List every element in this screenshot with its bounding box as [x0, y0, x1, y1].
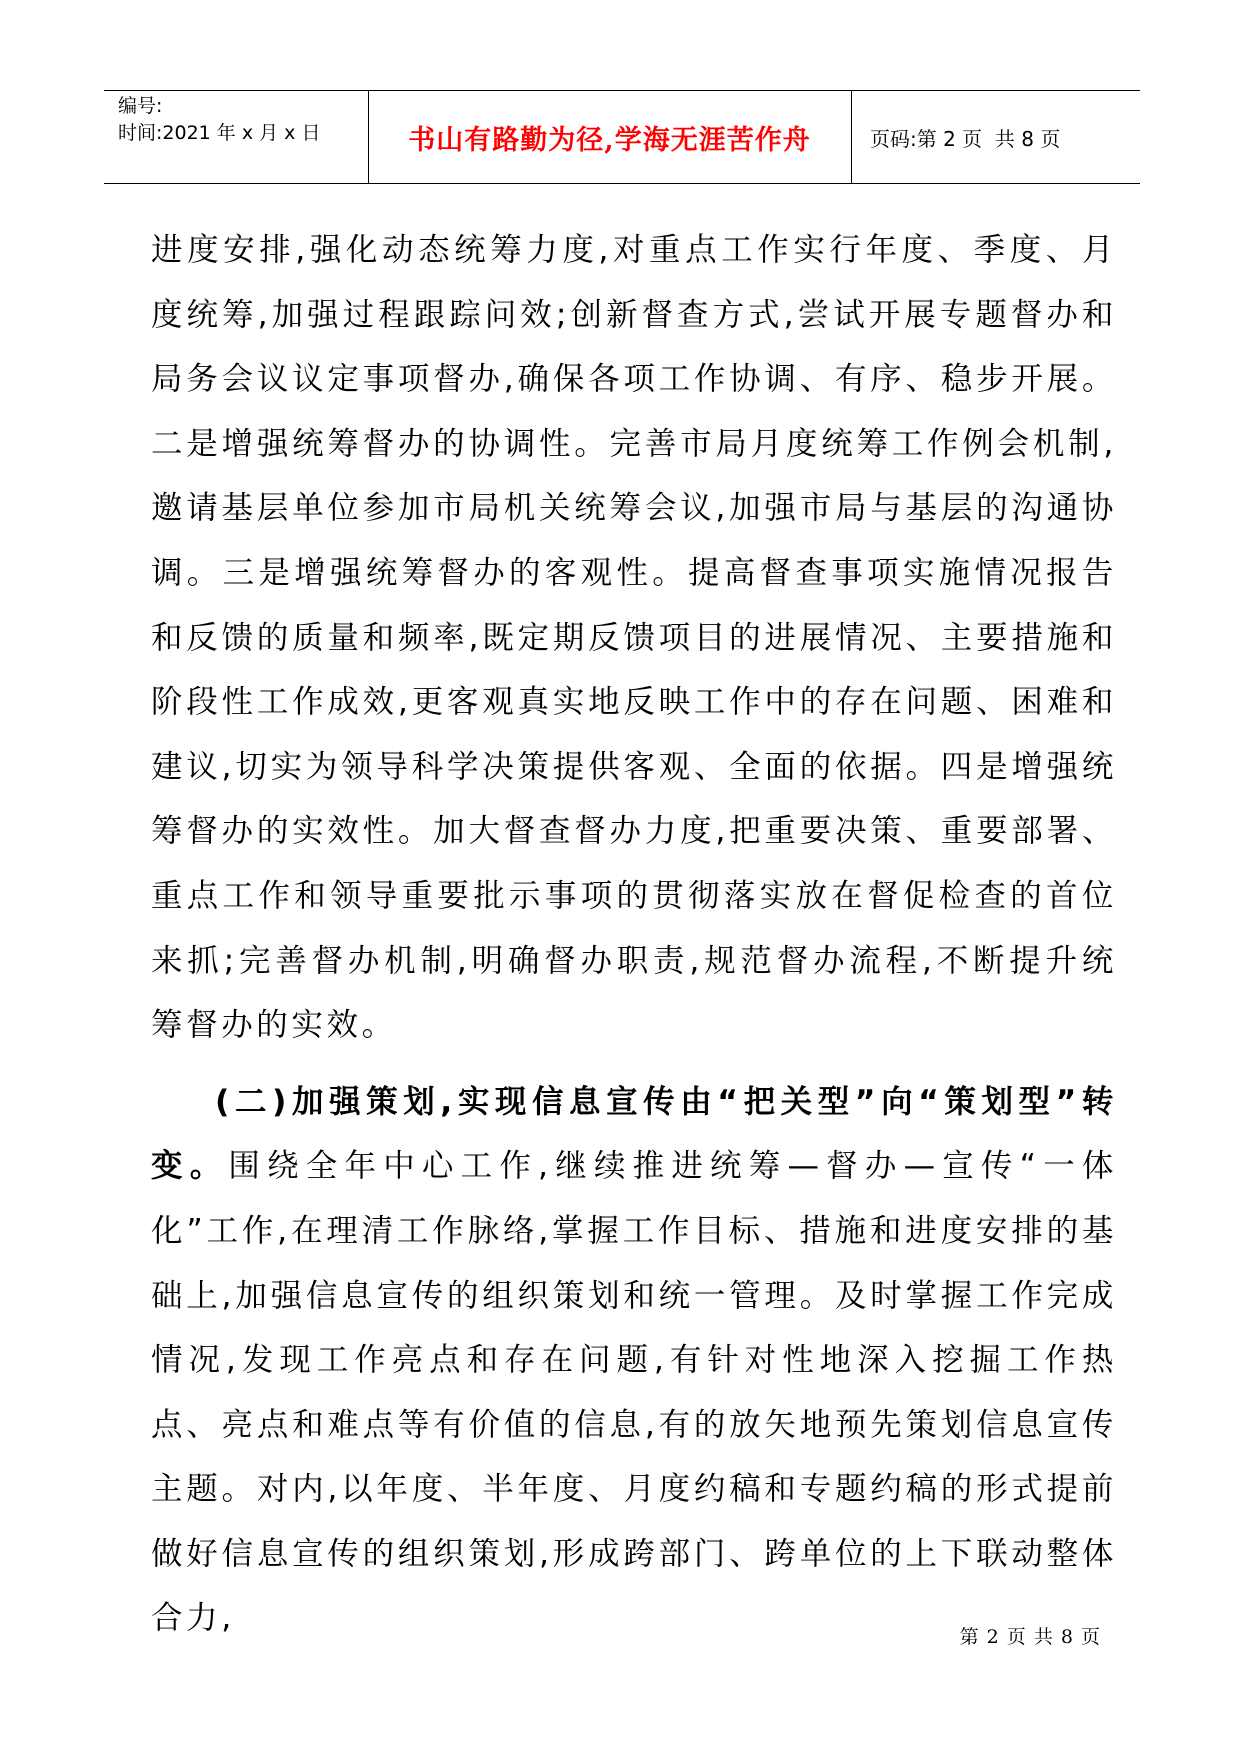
document-body: [151, 218, 1117, 1651]
page-header: [104, 90, 1140, 184]
time-label: 时间:2021 年 x 月 x 日: [118, 122, 321, 144]
section-paragraph: [151, 1070, 1117, 1651]
header-page-info: [870, 91, 1060, 183]
section-text: 围绕全年中心工作,继续推进统筹—督办—宣传“一体化”工作,在理清工作脉络,掌握工作目标、措施和进度安排的基础上,加强信息宣传的组织策划和统一管理。及时掌握工作完成情况,发现工作亮点和存在问题,有针对性地深入挖掘工作热点、亮点和难点等有价值的信息,有的放矢地预先策划信息宣传主题。对内,以年度、半年度、月度约稿和专题约稿的形式提前做好信息宣传的组织策划,形成跨部门、跨单位的上下联动整体合力,: [151, 1148, 1117, 1637]
page-label: 页码:第 2 页 共 8 页: [870, 126, 1061, 151]
header-meta: [118, 93, 320, 147]
number-label: 编号:: [118, 95, 163, 117]
body-paragraph: 进度安排,强化动态统筹力度,对重点工作实行年度、季度、月度统筹,加强过程跟踪问效;创新督查方式,尝试开展专题督办和局务会议议定事项督办,确保各项工作协调、有序、稳步开展。二是增强统筹督办的协调性。完善市局月度统筹工作例会机制,邀请基层单位参加市局机关统筹会议,加强市局与基层的沟通协调。三是增强统筹督办的客观性。提高督查事项实施情况报告和反馈的质量和频率,既定期反馈项目的进展情况、主要措施和阶段性工作成效,更客观真实地反映工作中的存在问题、困难和建议,切实为领导科学决策提供客观、全面的依据。四是增强统筹督办的实效性。加大督查督办力度,把重要决策、重要部署、重点工作和领导重要批示事项的贯彻落实放在督促检查的首位来抓;完善督办机制,明确督办职责,规范督办流程,不断提升统筹督办的实效。: [151, 232, 1117, 1044]
section-heading: (二)加强策划,实现信息宣传由“把关型”向“策划型”转变。: [151, 1083, 1117, 1185]
page-footer: 第 2 页 共 8 页: [959, 1626, 1101, 1648]
header-motto: 书山有路勤为径,学海无涯苦作舟: [408, 124, 811, 156]
header-divider: [851, 91, 852, 183]
